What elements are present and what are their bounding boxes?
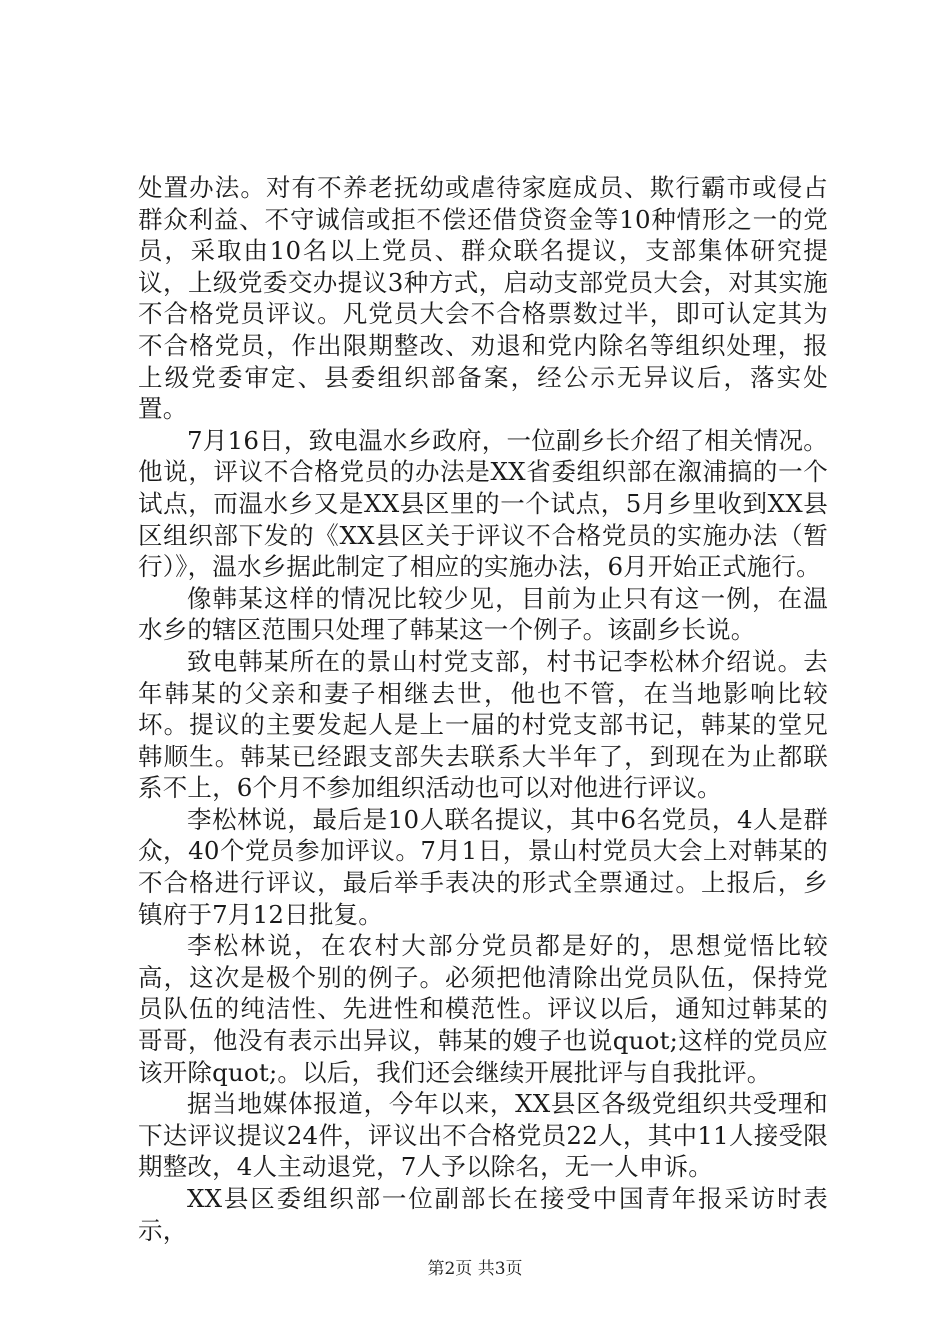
paragraph-6: 李松林说，在农村大部分党员都是好的，思想觉悟比较高，这次是极个别的例子。必须把他清除出党员队伍，保持党员队伍的纯洁性、先进性和模范性。评议以后，通知过韩某的哥哥，他没有表示出异议，韩某的嫂子也说quot;这样的党员应该开除quot;。以后，我们还会继续开展批评与自我批评。 (138, 931, 828, 1087)
paragraph-5: 李松林说，最后是10人联名提议，其中6名党员，4人是群众，40个党员参加评议。7月1日，景山村党员大会上对韩某的不合格进行评议，最后举手表决的形式全票通过。上报后，乡镇府于7月12日批复。 (138, 804, 828, 929)
paragraph-4: 致电韩某所在的景山村党支部，村书记李松林介绍说。去年韩某的父亲和妻子相继去世，他也不管，在当地影响比较坏。提议的主要发起人是上一届的村党支部书记，韩某的堂兄韩顺生。韩某已经跟支部失去联系大半年了，到现在为止都联系不上，6个月不参加组织活动也可以对他进行评议。 (138, 646, 828, 803)
page-footer: 第2页 共3页 (427, 1259, 523, 1279)
paragraph-3: 像韩某这样的情况比较少见，目前为止只有这一例，在温水乡的辖区范围只处理了韩某这一个例子。该副乡长说。 (138, 583, 828, 645)
paragraph-1: 处置办法。对有不养老抚幼或虐待家庭成员、欺行霸市或侵占群众利益、不守诚信或拒不偿还借贷资金等10种情形之一的党员，采取由10名以上党员、群众联名提议，支部集体研究提议，上级党委交办提议3种方式，启动支部党员大会，对其实施不合格党员评议。凡党员大会不合格票数过半，即可认定其为不合格党员，作出限期整改、劝退和党内除名等组织处理，报上级党委审定、县委组织部备案，经公示无异议后，落实处置。 (138, 173, 828, 424)
paragraph-8: XX县区委组织部一位副部长在接受中国青年报采访时表示， (138, 1184, 828, 1245)
paragraph-2: 7月16日，致电温水乡政府，一位副乡长介绍了相关情况。他说，评议不合格党员的办法是XX省委组织部在溆浦搞的一个试点，而温水乡又是XX县区里的一个试点，5月乡里收到XX县区组织部下发的《XX县区关于评议不合格党员的实施办法（暂行）》，温水乡据此制定了相应的实施办法，6月开始正式施行。 (138, 425, 828, 582)
document-body (138, 172, 828, 1246)
paragraph-7: 据当地媒体报道，今年以来，XX县区各级党组织共受理和下达评议提议24件，评议出不合格党员22人，其中11人接受限期整改，4人主动退党，7人予以除名，无一人申诉。 (138, 1089, 828, 1182)
